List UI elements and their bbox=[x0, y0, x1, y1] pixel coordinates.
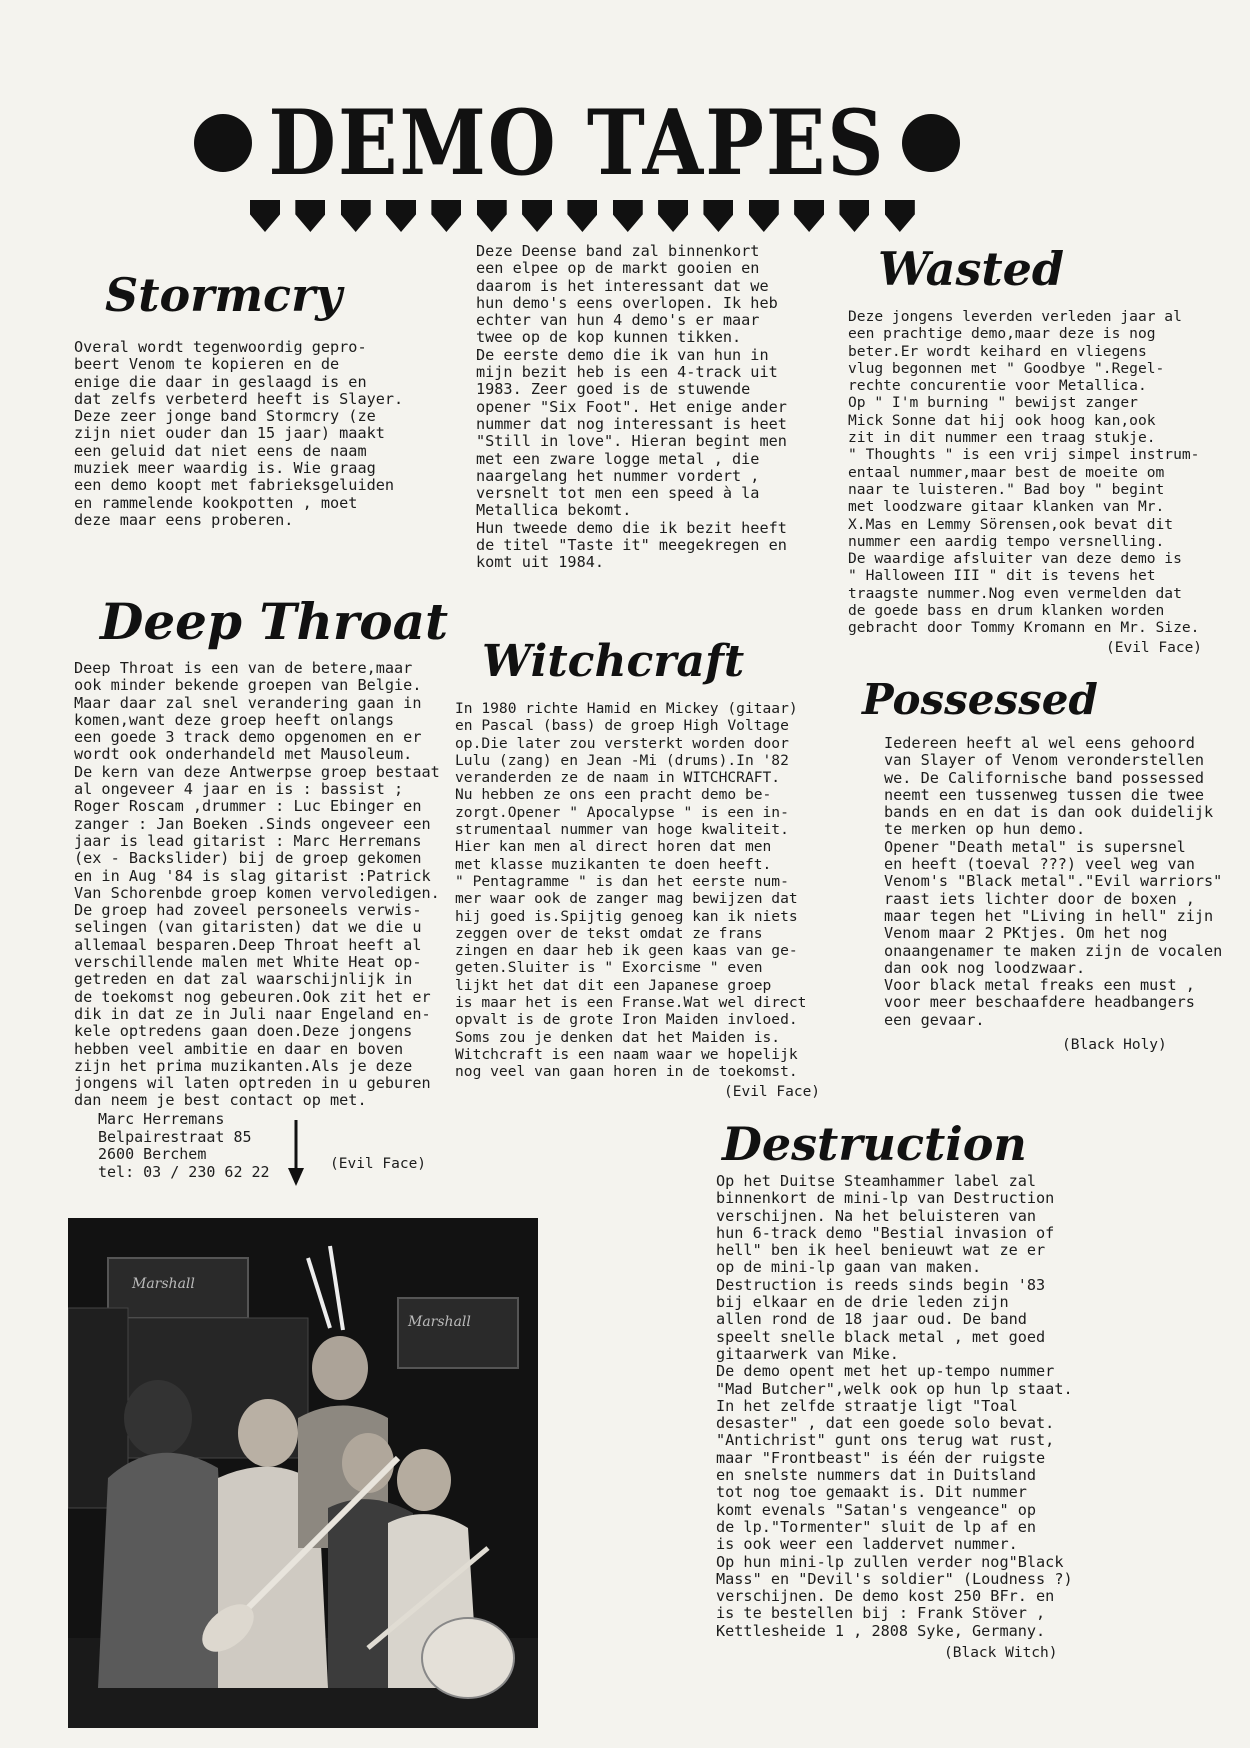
witchcraft-signature: (Evil Face) bbox=[724, 1084, 821, 1100]
witchcraft-body: In 1980 richte Hamid en Mickey (gitaar) en Pascal (bass) de groep High Voltage op.Die later zou versterkt worden door Lulu (zang) en Jean -Mi (drums).In '82 veranderden ze de naam in WITCHCRAFT. Nu hebben ze ons een pracht demo be- zorgt.Opener " Apocalypse " is een in- strumentaal nummer van hoge kwaliteit. Hier kan men al direct horen dat men met klasse muzikanten te doen heeft. " Pentagramme " is dan het eerste num- mer waar ook de zanger mag bewijzen dat hij goed is.Spijtig genoeg kan ik niets zeggen over de tekst omdat ze frans zingen en daar heb ik geen kaas van ge- geten.Sluiter is " Exorcisme " even lijkt het dat dit een Japanese groep is maar het is een Franse.Wat wel direct opvalt is de grote Iron Maiden invloed. Soms zou je denken dat het Maiden is. Witchcraft is een naam waar we hopelijk nog veel van gaan horen in de toekomst. bbox=[455, 700, 807, 1081]
stormcry-heading: Stormcry bbox=[105, 268, 343, 322]
possessed-signature: (Black Holy) bbox=[1062, 1037, 1167, 1053]
deep-throat-heading: Deep Throat bbox=[100, 592, 449, 651]
arrow-down-icon bbox=[386, 200, 416, 232]
arrow-down-icon bbox=[613, 200, 643, 232]
destruction-signature: (Black Witch) bbox=[944, 1645, 1058, 1661]
witchcraft-heading: Witchcraft bbox=[482, 636, 745, 687]
possessed-body: Iedereen heeft al wel eens gehoord van Slayer of Venom veronderstellen we. De Californische band possessed neemt een tussenweg tussen die twee bands en en dat is dan ook duidelijk te merken op hun demo. Opener "Death metal" is supersnel en heeft (toeval ???) veel weg van Venom's "Black metal"."Evil warriors" raast iets lichter door de boxen , maar tegen het "Living in hell" zijn Venom maar 2 PKtjes. Om het nog onaangenamer te maken zijn de vocalen dan ook nog loodzwaar. Voor black metal freaks een must , voor meer beschaafdere headbangers een gevaar. bbox=[884, 734, 1223, 1029]
arrow-down-icon bbox=[522, 200, 552, 232]
arrow-down-icon bbox=[284, 1118, 308, 1188]
arrow-down-icon bbox=[250, 200, 280, 232]
wasted-heading: Wasted bbox=[878, 242, 1065, 296]
arrow-down-icon bbox=[341, 200, 371, 232]
arrow-down-icon bbox=[885, 200, 915, 232]
destruction-heading: Destruction bbox=[722, 1117, 1027, 1171]
arrow-divider bbox=[250, 200, 915, 234]
wasted-signature: (Evil Face) bbox=[1106, 640, 1203, 656]
arrow-down-icon bbox=[477, 200, 507, 232]
arrow-down-icon bbox=[658, 200, 688, 232]
contact-address: Marc Herremans Belpairestraat 85 2600 Berchem tel: 03 / 230 62 22 bbox=[98, 1110, 270, 1181]
wasted-body: Deze jongens leverden verleden jaar al een prachtige demo,maar deze is nog beter.Er wordt keihard en vliegens vlug begonnen met " Goodbye ".Regel- rechte concurentie voor Metallica. Op " I'm burning " bewijst zanger Mick Sonne dat hij ook hoog kan,ook zit in dit nummer een traag stukje. " Thoughts " is een vrij simpel instrum- entaal nummer,maar best de moeite om naar te luisteren." Bad boy " begint met loodzware gitaar klanken van Mr. X.Mas en Lemmy Sörensen,ook bevat dit nummer een aardig tempo versnelling. De waardige afsluiter van deze demo is " Halloween III " dit is tevens het traagste nummer.Nog even vermelden dat de goede bass en drum klanken worden gebracht door Tommy Kromann en Mr. Size. bbox=[848, 308, 1200, 637]
deep-throat-body: Deep Throat is een van de betere,maar ook minder bekende groepen van Belgie. Maar daar zal snel verandering gaan in komen,want deze groep heeft onlangs een goede 3 track demo opgenomen en er wordt ook onderhandeld met Mausoleum. De kern van deze Antwerpse groep bestaat al ongeveer 4 jaar en is : bassist ; Roger Roscam ,drummer : Luc Ebinger en zanger : Jan Boeken .Sinds ongeveer een jaar is lead gitarist : Marc Herremans (ex - Backslider) bij de groep gekomen en in Aug '84 is slag gitarist :Patrick Van Schorenbde groep komen vervoledigen. De groep had zoveel personeels verwis- selingen (van gitaristen) dat we die u allemaal besparen.Deep Throat heeft al verschillende malen met White Heat op- getreden en dat zal waarschijnlijk in de toekomst nog gebeuren.Ook zit het er dik in dat ze in Juli naar Engeland en- kele optredens gaan doen.Deze jongens hebben veel ambitie en daar en boven zijn het prima muzikanten.Als je deze jongens wil laten optreden in u geburen dan neem je best contact op met. bbox=[74, 659, 440, 1110]
amp-label: Marshall bbox=[132, 1276, 195, 1292]
band-photo bbox=[68, 1218, 538, 1728]
arrow-down-icon bbox=[749, 200, 779, 232]
arrow-down-icon bbox=[431, 200, 461, 232]
destruction-body: Op het Duitse Steamhammer label zal binnenkort de mini-lp van Destruction verschijnen. Na het beluisteren van hun 6-track demo "Bestial invasion of hell" ben ik heel benieuwt wat ze er op de mini-lp gaan van maken. Destruction is reeds sinds begin '83 bij elkaar en de drie leden zijn allen rond de 18 jaar oud. De band speelt snelle black metal , met goed gitaarwerk van Mike. De demo opent met het up-tempo nummer "Mad Butcher",welk ook op hun lp staat. In het zelfde straatje ligt "Toal desaster" , dat een goede solo bevat. "Antichrist" gunt ons terug wat rust, maar "Frontbeast" is één der ruigste en snelste nummers dat in Duitsland tot nog toe gemaakt is. Dit nummer komt evenals "Satan's vengeance" op de lp."Tormenter" sluit de lp af en is ook weer een laddervet nummer. Op hun mini-lp zullen verder nog"Black Mass" en "Devil's soldier" (Loudness ?) verschijnen. De demo kost 250 BFr. en is te bestellen bij : Frank Stöver , Kettlesheide 1 , 2808 Syke, Germany. bbox=[716, 1172, 1073, 1640]
arrow-down-icon bbox=[703, 200, 733, 232]
deep-throat-signature: (Evil Face) bbox=[330, 1156, 427, 1172]
arrow-down-icon bbox=[839, 200, 869, 232]
danish-band-body: Deze Deense band zal binnenkort een elpee op de markt gooien en daarom is het interessant dat we hun demo's eens overlopen. Ik heb echter van hun 4 demo's er maar twee op de kop kunnen tikken. De eerste demo die ik van hun in mijn bezit heb is een 4-track uit 1983. Zeer goed is de stuwende opener "Six Foot". Het enige ander nummer dat nog interessant is heet "Still in love". Hieran begint men met een zware logge metal , die naargelang het nummer vordert , versnelt tot men een speed à la Metallica bekomt. Hun tweede demo die ik bezit heeft de titel "Taste it" meegekregen en komt uit 1984. bbox=[476, 242, 787, 572]
possessed-heading: Possessed bbox=[862, 675, 1098, 724]
amp-label: Marshall bbox=[408, 1314, 471, 1330]
arrow-down-icon bbox=[794, 200, 824, 232]
page-title bbox=[262, 90, 892, 196]
bullet-icon bbox=[902, 114, 960, 172]
stormcry-body: Overal wordt tegenwoordig gepro- beert Venom te kopieren en de enige die daar in geslaagd is en dat zelfs verbeterd heeft is Slayer. Deze zeer jonge band Stormcry (ze zijn niet ouder dan 15 jaar) maakt een geluid dat niet eens de naam muziek meer waardig is. Wie graag een demo koopt met fabrieksgeluiden en rammelende kookpotten , moet deze maar eens proberen. bbox=[74, 338, 404, 529]
page-title-text: DEMO TAPES bbox=[268, 90, 886, 196]
bullet-icon bbox=[194, 114, 252, 172]
arrow-down-icon bbox=[295, 200, 325, 232]
arrow-down-icon bbox=[567, 200, 597, 232]
